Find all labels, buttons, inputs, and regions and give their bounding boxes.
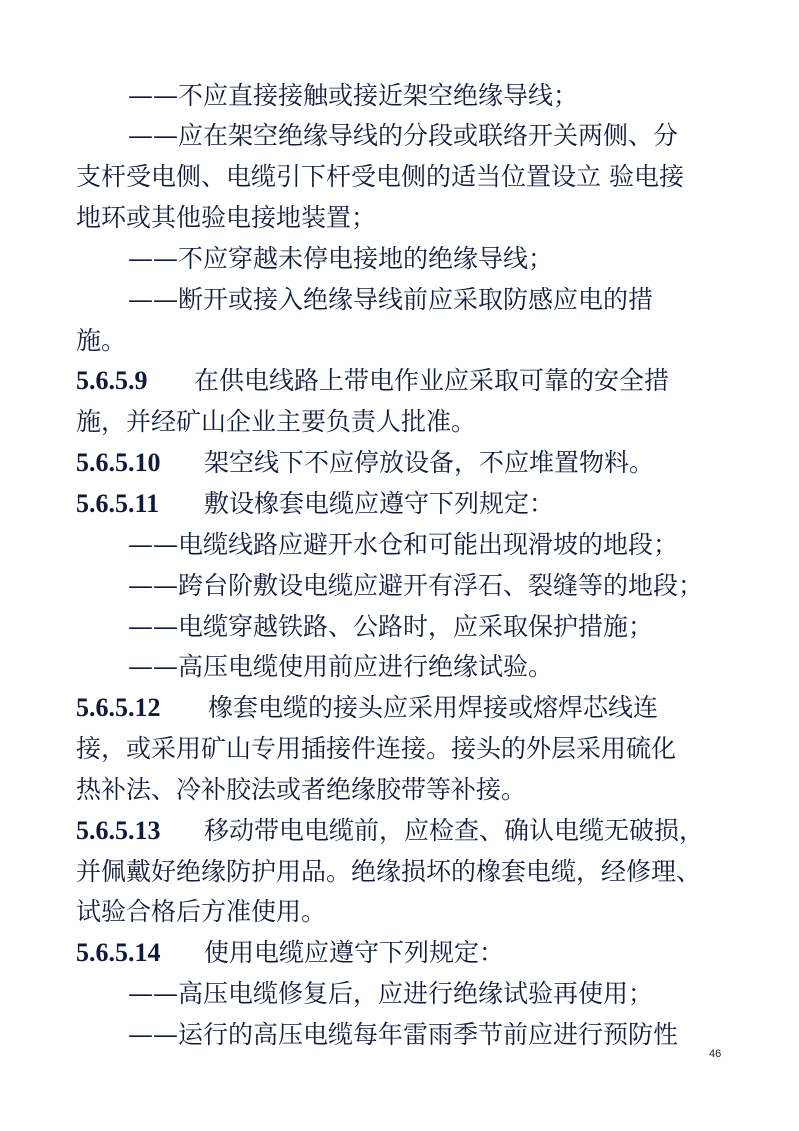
clause-number: 5.6.5.12 (76, 693, 161, 722)
text-line: ——跨台阶敷设电缆应避开有浮石、裂缝等的地段； (128, 571, 704, 600)
text-line: ——运行的高压电缆每年雷雨季节前应进行预防性 (128, 1020, 679, 1049)
clause-text: 敷设橡套电缆应遵守下列规定： (204, 489, 555, 518)
clause-line (0, 361, 799, 401)
text-line: ——电缆线路应避开水仓和可能出现滑坡的地段； (128, 530, 679, 559)
clause-number: 5.6.5.10 (76, 448, 161, 477)
text-line: 支杆受电侧、电缆引下杆受电侧的适当位置设立 验电接 (76, 162, 684, 191)
clause-number: 5.6.5.13 (76, 816, 161, 845)
clause-number: 5.6.5.11 (76, 489, 160, 518)
clause-line (0, 811, 799, 851)
text-line: 施。 (76, 326, 127, 355)
text-line: ——高压电缆使用前应进行绝缘试验。 (128, 652, 554, 681)
clause-line (0, 933, 799, 973)
text-line: ——断开或接入绝缘导线前应采取防感应电的措 (128, 285, 654, 314)
text-line: 施，并经矿山企业主要负责人批准。 (76, 407, 477, 436)
text-line: ——电缆穿越铁路、公路时，应采取保护措施； (128, 612, 654, 641)
text-line: ——不应穿越未停电接地的绝缘导线； (128, 244, 554, 273)
clause-text: 使用电缆应遵守下列规定： (204, 938, 505, 967)
page-number: 46 (709, 1048, 722, 1060)
clause-line (0, 484, 799, 524)
text-line: 地环或其他验电接地装置； (76, 203, 377, 232)
clause-number: 5.6.5.14 (76, 938, 161, 967)
clause-line (0, 443, 799, 483)
clause-number: 5.6.5.9 (76, 366, 148, 395)
text-line: ——应在架空绝缘导线的分段或联络开关两侧、分 (128, 121, 679, 150)
clause-text: 移动带电电缆前，应检查、确认电缆无破损， (204, 816, 705, 845)
text-line: 试验合格后方准使用。 (76, 897, 327, 926)
text-line: ——高压电缆修复后，应进行绝缘试验再使用； (128, 979, 654, 1008)
clause-text: 架空线下不应停放设备，不应堆置物料。 (204, 448, 655, 477)
text-line: ——不应直接接触或接近架空绝缘导线； (128, 81, 579, 110)
clause-line (0, 688, 799, 728)
text-line: 并佩戴好绝缘防护用品。绝缘损坏的橡套电缆，经修理、 (76, 857, 702, 886)
clause-text: 橡套电缆的接头应采用焊接或熔焊芯线连 (208, 693, 659, 722)
text-line: 接，或采用矿山专用插接件连接。接头的外层采用硫化 (76, 734, 677, 763)
text-line: 热补法、冷补胶法或者绝缘胶带等补接。 (76, 775, 527, 804)
clause-text: 在供电线路上带电作业应采取可靠的安全措 (194, 366, 670, 395)
